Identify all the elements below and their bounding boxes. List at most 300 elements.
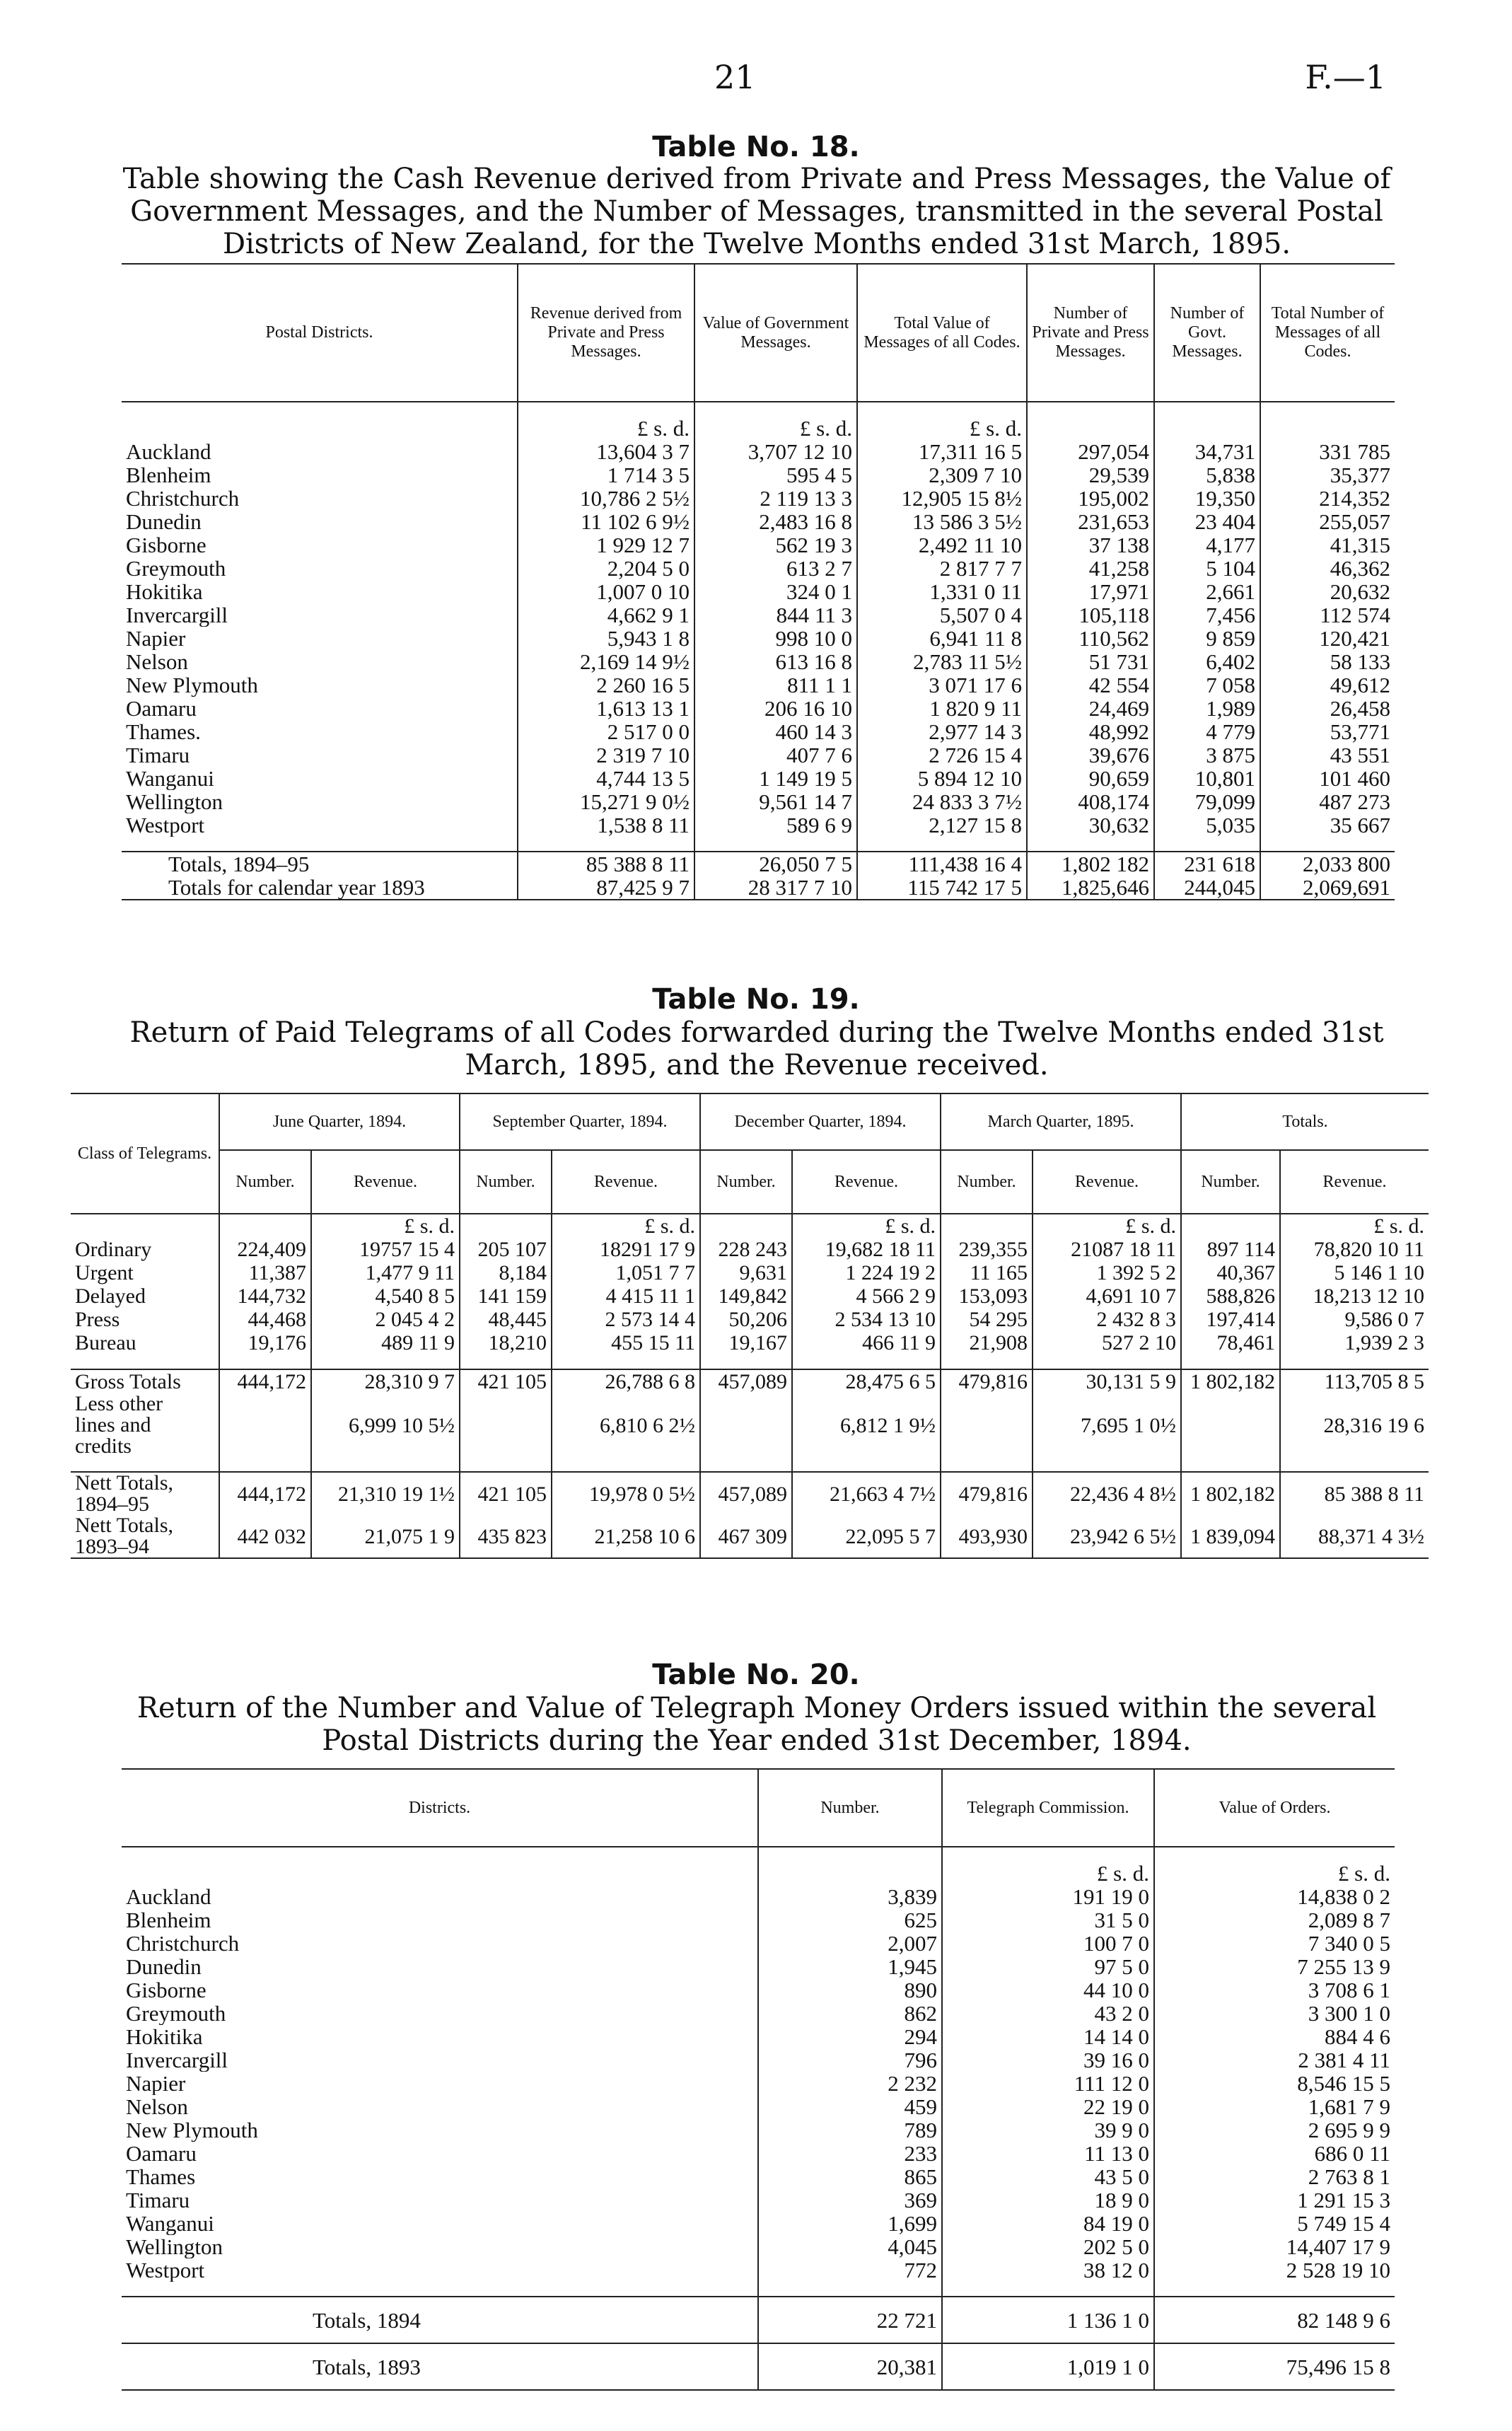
t18-govt: 19,350 [1154, 487, 1260, 510]
t18-private: 231,653 [1027, 510, 1154, 533]
totals-row [122, 2297, 1395, 2343]
t18-govt-value: 324 0 1 [694, 580, 857, 603]
t18-total: 112 574 [1260, 603, 1395, 627]
table-row [122, 2002, 1395, 2025]
table-row [122, 463, 1395, 487]
class-label: Ordinary [75, 1238, 152, 1261]
number-cell: 197,414 [1181, 1308, 1280, 1331]
t18-units-total: £ s. d. [857, 417, 1027, 440]
revenue-cell: 5 146 1 10 [1280, 1261, 1429, 1284]
t18-units-revenue: £ s. d. [518, 417, 694, 440]
revenue-cell: 28,475 6 5 [792, 1369, 941, 1393]
t18-total-value: 6,941 11 8 [857, 627, 1027, 650]
number-cell: 11 165 [941, 1261, 1033, 1284]
t18-total-value: 2 726 15 4 [857, 743, 1027, 767]
t19-sub-revenue: Revenue. [552, 1150, 700, 1214]
district-name: Christchurch [126, 487, 240, 510]
revenue-cell: 2 573 14 4 [552, 1308, 700, 1331]
t18-total-total: 2,069,691 [1260, 876, 1395, 900]
t20-number: 796 [758, 2048, 942, 2072]
totals-row [122, 852, 1395, 876]
t20-commission: 14 14 0 [942, 2025, 1154, 2048]
t18-total: 120,421 [1260, 627, 1395, 650]
t18-revenue: 2 260 16 5 [518, 673, 694, 697]
class-label-line: 1894–95 [75, 1492, 149, 1515]
totals-label: Totals, 1893 [313, 2354, 421, 2379]
t20-total-number: 20,381 [758, 2343, 942, 2390]
revenue-cell: 455 15 11 [552, 1331, 700, 1354]
class-label-line: Less other [75, 1393, 163, 1415]
table-row [122, 650, 1395, 673]
revenue-cell: 78,820 10 11 [1280, 1238, 1429, 1261]
district-name: Wellington [126, 2235, 223, 2258]
t18-total: 101 460 [1260, 767, 1395, 790]
class-label-line: credits [75, 1434, 132, 1457]
table-row [122, 767, 1395, 790]
t18-revenue: 5,943 1 8 [518, 627, 694, 650]
t20-commission: 18 9 0 [942, 2188, 1154, 2212]
t20-number: 1,699 [758, 2212, 942, 2235]
t20-number: 625 [758, 1908, 942, 1932]
table-row [71, 1308, 1429, 1331]
t20-value: 2,089 8 7 [1154, 1908, 1395, 1932]
t20-value: 3 300 1 0 [1154, 2002, 1395, 2025]
t20-number: 459 [758, 2095, 942, 2118]
t19-quarter-december: December Quarter, 1894. [700, 1093, 941, 1150]
number-cell: 153,093 [941, 1284, 1033, 1308]
t18-govt: 2,661 [1154, 580, 1260, 603]
t20-total-value: 82 148 9 6 [1154, 2297, 1395, 2343]
t20-number: 789 [758, 2118, 942, 2142]
table-row [122, 2072, 1395, 2095]
t18-govt-value: 613 2 7 [694, 557, 857, 580]
class-label-line: 1893–94 [75, 1535, 149, 1558]
t18-total-value: 1 820 9 11 [857, 697, 1027, 720]
t20-value: 2 695 9 9 [1154, 2118, 1395, 2142]
t18-govt: 1,989 [1154, 697, 1260, 720]
t18-private: 110,562 [1027, 627, 1154, 650]
number-cell: 239,355 [941, 1238, 1033, 1261]
t18-govt: 7 058 [1154, 673, 1260, 697]
t20-number: 862 [758, 2002, 942, 2025]
t18-govt: 4,177 [1154, 533, 1260, 557]
table-row [122, 1885, 1395, 1908]
t19-quarter-june: June Quarter, 1894. [219, 1093, 460, 1150]
district-name: Thames. [126, 720, 201, 743]
revenue-cell: 18291 17 9 [552, 1238, 700, 1261]
t19-sub-revenue: Revenue. [1033, 1150, 1181, 1214]
t20-total-number: 22 721 [758, 2297, 942, 2343]
revenue-cell: 4,691 10 7 [1033, 1284, 1181, 1308]
t18-govt: 4 779 [1154, 720, 1260, 743]
t19-units: £ s. d. [1033, 1214, 1181, 1238]
t19-sub-number: Number. [219, 1150, 311, 1214]
district-name: New Plymouth [126, 2118, 258, 2142]
number-cell [700, 1393, 792, 1457]
t18-total-value: 24 833 3 7½ [857, 790, 1027, 813]
number-cell: 1 839,094 [1181, 1515, 1280, 1558]
t20-value: 3 708 6 1 [1154, 1978, 1395, 2002]
district-name: Invercargill [126, 603, 228, 627]
t18-private: 48,992 [1027, 720, 1154, 743]
t18-govt-value: 9,561 14 7 [694, 790, 857, 813]
t20-number: 369 [758, 2188, 942, 2212]
t18-total-private: 1,825,646 [1027, 876, 1154, 900]
t18-revenue: 15,271 9 0½ [518, 790, 694, 813]
district-name: Timaru [126, 743, 190, 767]
t18-total: 58 133 [1260, 650, 1395, 673]
t18-govt-value: 2 119 13 3 [694, 487, 857, 510]
table-row [122, 2048, 1395, 2072]
class-label: Press [75, 1308, 120, 1331]
t18-revenue: 1 714 3 5 [518, 463, 694, 487]
revenue-cell: 21,075 1 9 [311, 1515, 460, 1558]
t18-total-govt-value: 28 317 7 10 [694, 876, 857, 900]
table-row [71, 1261, 1429, 1284]
number-cell: 11,387 [219, 1261, 311, 1284]
t18-revenue: 4,662 9 1 [518, 603, 694, 627]
revenue-cell: 9,586 0 7 [1280, 1308, 1429, 1331]
revenue-cell: 19,978 0 5½ [552, 1472, 700, 1515]
gross-totals-row [71, 1369, 1429, 1393]
table-row [122, 603, 1395, 627]
number-cell: 18,210 [460, 1331, 552, 1354]
t20-number: 4,045 [758, 2235, 942, 2258]
t18-private: 51 731 [1027, 650, 1154, 673]
t18-total-value: 2,127 15 8 [857, 813, 1027, 837]
revenue-cell: 85 388 8 11 [1280, 1472, 1429, 1515]
class-label: Urgent [75, 1261, 134, 1284]
t20-value: 1,681 7 9 [1154, 2095, 1395, 2118]
t18-revenue: 1,007 0 10 [518, 580, 694, 603]
revenue-cell: 1 392 5 2 [1033, 1261, 1181, 1284]
t18-total: 26,458 [1260, 697, 1395, 720]
less-credits-row [71, 1393, 1429, 1457]
district-name: Wanganui [126, 2212, 214, 2235]
district-name: Dunedin [126, 1955, 202, 1978]
table-row [122, 2212, 1395, 2235]
t18-total-value: 2,309 7 10 [857, 463, 1027, 487]
page-header [0, 58, 1512, 100]
table20-title: Table No. 20. [652, 1659, 860, 1691]
revenue-cell: 28,310 9 7 [311, 1369, 460, 1393]
number-cell: 467 309 [700, 1515, 792, 1558]
t18-total-value: 5 894 12 10 [857, 767, 1027, 790]
t18-revenue: 1,538 8 11 [518, 813, 694, 837]
number-cell: 444,172 [219, 1369, 311, 1393]
number-cell: 897 114 [1181, 1238, 1280, 1261]
revenue-cell: 7,695 1 0½ [1033, 1393, 1181, 1457]
revenue-cell: 22,436 4 8½ [1033, 1472, 1181, 1515]
t18-total-value: 17,311 16 5 [857, 440, 1027, 463]
t18-private: 41,258 [1027, 557, 1154, 580]
totals-label: Totals, 1894 [313, 2307, 421, 2333]
district-name: New Plymouth [126, 673, 258, 697]
t18-col-district: Postal Districts. [265, 323, 373, 342]
table19 [71, 1093, 1429, 1559]
table-row [71, 1331, 1429, 1354]
t18-total: 53,771 [1260, 720, 1395, 743]
t18-govt-value: 562 19 3 [694, 533, 857, 557]
t18-govt: 6,402 [1154, 650, 1260, 673]
t20-number: 1,945 [758, 1955, 942, 1978]
revenue-cell: 2 534 13 10 [792, 1308, 941, 1331]
district-name: Christchurch [126, 1932, 240, 1955]
district-name: Blenheim [126, 1908, 211, 1932]
t18-revenue: 2,169 14 9½ [518, 650, 694, 673]
t18-col-govt-value: Value of Government Messages. [694, 264, 857, 402]
t18-govt-value: 3,707 12 10 [694, 440, 857, 463]
t18-private: 37 138 [1027, 533, 1154, 557]
number-cell: 1 802,182 [1181, 1369, 1280, 1393]
t19-sub-revenue: Revenue. [792, 1150, 941, 1214]
t19-sub-revenue: Revenue. [311, 1150, 460, 1214]
t18-govt: 3 875 [1154, 743, 1260, 767]
t18-total-revenue: 85 388 8 11 [518, 852, 694, 876]
totals-label: Totals, 1894–95 [168, 852, 310, 876]
t19-sub-number: Number. [460, 1150, 552, 1214]
table-row [122, 580, 1395, 603]
t18-total: 35 667 [1260, 813, 1395, 837]
t18-total-private: 1,802 182 [1027, 852, 1154, 876]
t18-total: 20,632 [1260, 580, 1395, 603]
revenue-cell: 18,213 12 10 [1280, 1284, 1429, 1308]
table-row [122, 557, 1395, 580]
t18-total: 46,362 [1260, 557, 1395, 580]
district-name: Greymouth [126, 2002, 226, 2025]
nett-totals-row [71, 1515, 1429, 1558]
totals-row [122, 876, 1395, 900]
table-row [122, 673, 1395, 697]
t18-total-revenue: 87,425 9 7 [518, 876, 694, 900]
t20-value: 7 255 13 9 [1154, 1955, 1395, 1978]
t20-commission: 39 9 0 [942, 2118, 1154, 2142]
t20-value: 884 4 6 [1154, 2025, 1395, 2048]
t20-number: 233 [758, 2142, 942, 2165]
t18-govt-value: 2,483 16 8 [694, 510, 857, 533]
t19-sub-number: Number. [1181, 1150, 1280, 1214]
t20-value: 2 763 8 1 [1154, 2165, 1395, 2188]
table20 [122, 1768, 1395, 2391]
table-row [122, 2142, 1395, 2165]
t18-total: 214,352 [1260, 487, 1395, 510]
revenue-cell: 6,999 10 5½ [311, 1393, 460, 1457]
t20-value: 14,407 17 9 [1154, 2235, 1395, 2258]
t18-total: 35,377 [1260, 463, 1395, 487]
number-cell: 19,167 [700, 1331, 792, 1354]
t18-govt-value: 589 6 9 [694, 813, 857, 837]
t20-commission: 38 12 0 [942, 2258, 1154, 2282]
t19-quarter-march: March Quarter, 1895. [941, 1093, 1181, 1150]
number-cell: 493,930 [941, 1515, 1033, 1558]
t18-govt: 9 859 [1154, 627, 1260, 650]
t18-govt-value: 844 11 3 [694, 603, 857, 627]
t20-commission: 100 7 0 [942, 1932, 1154, 1955]
t18-govt-value: 460 14 3 [694, 720, 857, 743]
table-row [122, 627, 1395, 650]
t18-total: 255,057 [1260, 510, 1395, 533]
table-row [122, 1908, 1395, 1932]
district-name: Dunedin [126, 510, 202, 533]
number-cell: 224,409 [219, 1238, 311, 1261]
t18-total-value: 12,905 15 8½ [857, 487, 1027, 510]
t18-total-value: 1,331 0 11 [857, 580, 1027, 603]
t18-govt: 10,801 [1154, 767, 1260, 790]
t20-number: 2,007 [758, 1932, 942, 1955]
district-name: Hokitika [126, 580, 203, 603]
t18-govt: 5,838 [1154, 463, 1260, 487]
number-cell: 21,908 [941, 1331, 1033, 1354]
district-name: Wanganui [126, 767, 214, 790]
t18-total-govt-value: 26,050 7 5 [694, 852, 857, 876]
class-label [71, 1515, 219, 1558]
t18-col-govt: Number of Govt. Messages. [1154, 264, 1260, 402]
table-row [122, 2235, 1395, 2258]
t18-govt: 34,731 [1154, 440, 1260, 463]
number-cell: 421 105 [460, 1472, 552, 1515]
t18-govt-value: 1 149 19 5 [694, 767, 857, 790]
t18-total-value: 2,783 11 5½ [857, 650, 1027, 673]
revenue-cell: 2 432 8 3 [1033, 1308, 1181, 1331]
table-row [122, 2165, 1395, 2188]
table-row [71, 1284, 1429, 1308]
revenue-cell: 23,942 6 5½ [1033, 1515, 1181, 1558]
district-name: Nelson [126, 2095, 188, 2118]
revenue-cell: 21087 18 11 [1033, 1238, 1181, 1261]
t20-units-commission: £ s. d. [942, 1862, 1154, 1885]
t18-private: 29,539 [1027, 463, 1154, 487]
t18-revenue: 2,204 5 0 [518, 557, 694, 580]
number-cell: 435 823 [460, 1515, 552, 1558]
totals-label: Totals for calendar year 1893 [168, 876, 425, 900]
number-cell: 1 802,182 [1181, 1472, 1280, 1515]
district-name: Oamaru [126, 2142, 197, 2165]
number-cell: 44,468 [219, 1308, 311, 1331]
t20-value: 14,838 0 2 [1154, 1885, 1395, 1908]
number-cell [219, 1393, 311, 1457]
revenue-cell: 4,540 8 5 [311, 1284, 460, 1308]
number-cell [941, 1393, 1033, 1457]
t19-quarter-september: September Quarter, 1894. [460, 1093, 700, 1150]
t18-total: 43 551 [1260, 743, 1395, 767]
number-cell: 19,176 [219, 1331, 311, 1354]
revenue-cell: 28,316 19 6 [1280, 1393, 1429, 1457]
table19-description: Return of Paid Telegrams of all Codes forwarded during the Twelve Months ended 31st March, 1895, and the Revenue received. [129, 1016, 1384, 1081]
table-row [122, 743, 1395, 767]
revenue-cell: 26,788 6 8 [552, 1369, 700, 1393]
t19-sub-number: Number. [700, 1150, 792, 1214]
district-name: Napier [126, 2072, 186, 2095]
t20-col-value: Value of Orders. [1154, 1769, 1395, 1847]
t19-units: £ s. d. [1280, 1214, 1429, 1238]
t18-total-total: 2,033 800 [1260, 852, 1395, 876]
t20-total-value: 75,496 15 8 [1154, 2343, 1395, 2390]
t18-total-value: 2 817 7 7 [857, 557, 1027, 580]
t18-private: 30,632 [1027, 813, 1154, 837]
district-name: Nelson [126, 650, 188, 673]
table-row [122, 697, 1395, 720]
table-row [122, 533, 1395, 557]
revenue-cell: 88,371 4 3½ [1280, 1515, 1429, 1558]
revenue-cell: 19757 15 4 [311, 1238, 460, 1261]
t20-commission: 22 19 0 [942, 2095, 1154, 2118]
number-cell: 8,184 [460, 1261, 552, 1284]
t20-units-value: £ s. d. [1154, 1862, 1395, 1885]
t20-value: 5 749 15 4 [1154, 2212, 1395, 2235]
t18-govt-value: 998 10 0 [694, 627, 857, 650]
t20-value: 8,546 15 5 [1154, 2072, 1395, 2095]
totals-row [122, 2343, 1395, 2390]
class-label [71, 1393, 219, 1457]
table-row [122, 2025, 1395, 2048]
t18-govt-value: 811 1 1 [694, 673, 857, 697]
table-row [122, 2118, 1395, 2142]
table-row [122, 510, 1395, 533]
t19-units: £ s. d. [311, 1214, 460, 1238]
t18-govt-value: 407 7 6 [694, 743, 857, 767]
revenue-cell: 21,310 19 1½ [311, 1472, 460, 1515]
revenue-cell: 6,812 1 9½ [792, 1393, 941, 1457]
revenue-cell: 1 224 19 2 [792, 1261, 941, 1284]
district-name: Gisborne [126, 1978, 207, 2002]
number-cell: 54 295 [941, 1308, 1033, 1331]
t18-total-value: 5,507 0 4 [857, 603, 1027, 627]
table-row [122, 1932, 1395, 1955]
t18-private: 105,118 [1027, 603, 1154, 627]
t20-commission: 43 2 0 [942, 2002, 1154, 2025]
number-cell [1181, 1393, 1280, 1457]
t20-value: 7 340 0 5 [1154, 1932, 1395, 1955]
district-name: Timaru [126, 2188, 190, 2212]
t20-total-commission: 1,019 1 0 [942, 2343, 1154, 2390]
t19-sub-revenue: Revenue. [1280, 1150, 1429, 1214]
revenue-cell: 113,705 8 5 [1280, 1369, 1429, 1393]
t20-commission: 84 19 0 [942, 2212, 1154, 2235]
t18-private: 24,469 [1027, 697, 1154, 720]
t18-col-total: Total Number of Messages of all Codes. [1260, 264, 1395, 402]
table-row [122, 2095, 1395, 2118]
t18-govt-value: 613 16 8 [694, 650, 857, 673]
t20-commission: 43 5 0 [942, 2165, 1154, 2188]
class-label-line: Nett Totals, [75, 1515, 173, 1537]
revenue-cell: 466 11 9 [792, 1331, 941, 1354]
district-name: Auckland [126, 440, 211, 463]
t18-govt-value: 595 4 5 [694, 463, 857, 487]
class-label [71, 1472, 219, 1515]
t18-total-value: 2,492 11 10 [857, 533, 1027, 557]
t20-number: 890 [758, 1978, 942, 2002]
t19-class-header: Class of Telegrams. [71, 1093, 219, 1214]
district-name: Thames [126, 2165, 196, 2188]
t18-govt-value: 206 16 10 [694, 697, 857, 720]
t18-private: 195,002 [1027, 487, 1154, 510]
t18-govt: 5,035 [1154, 813, 1260, 837]
t18-units-govt: £ s. d. [694, 417, 857, 440]
t18-total-value: 3 071 17 6 [857, 673, 1027, 697]
table-row [71, 1238, 1429, 1261]
number-cell: 141 159 [460, 1284, 552, 1308]
table-row [122, 2188, 1395, 2212]
number-cell: 442 032 [219, 1515, 311, 1558]
t18-revenue: 1 929 12 7 [518, 533, 694, 557]
district-name: Hokitika [126, 2025, 203, 2048]
revenue-cell: 1,477 9 11 [311, 1261, 460, 1284]
t18-revenue: 4,744 13 5 [518, 767, 694, 790]
t20-value: 2 381 4 11 [1154, 2048, 1395, 2072]
table-row [122, 440, 1395, 463]
revenue-cell: 1,939 2 3 [1280, 1331, 1429, 1354]
t18-govt: 23 404 [1154, 510, 1260, 533]
